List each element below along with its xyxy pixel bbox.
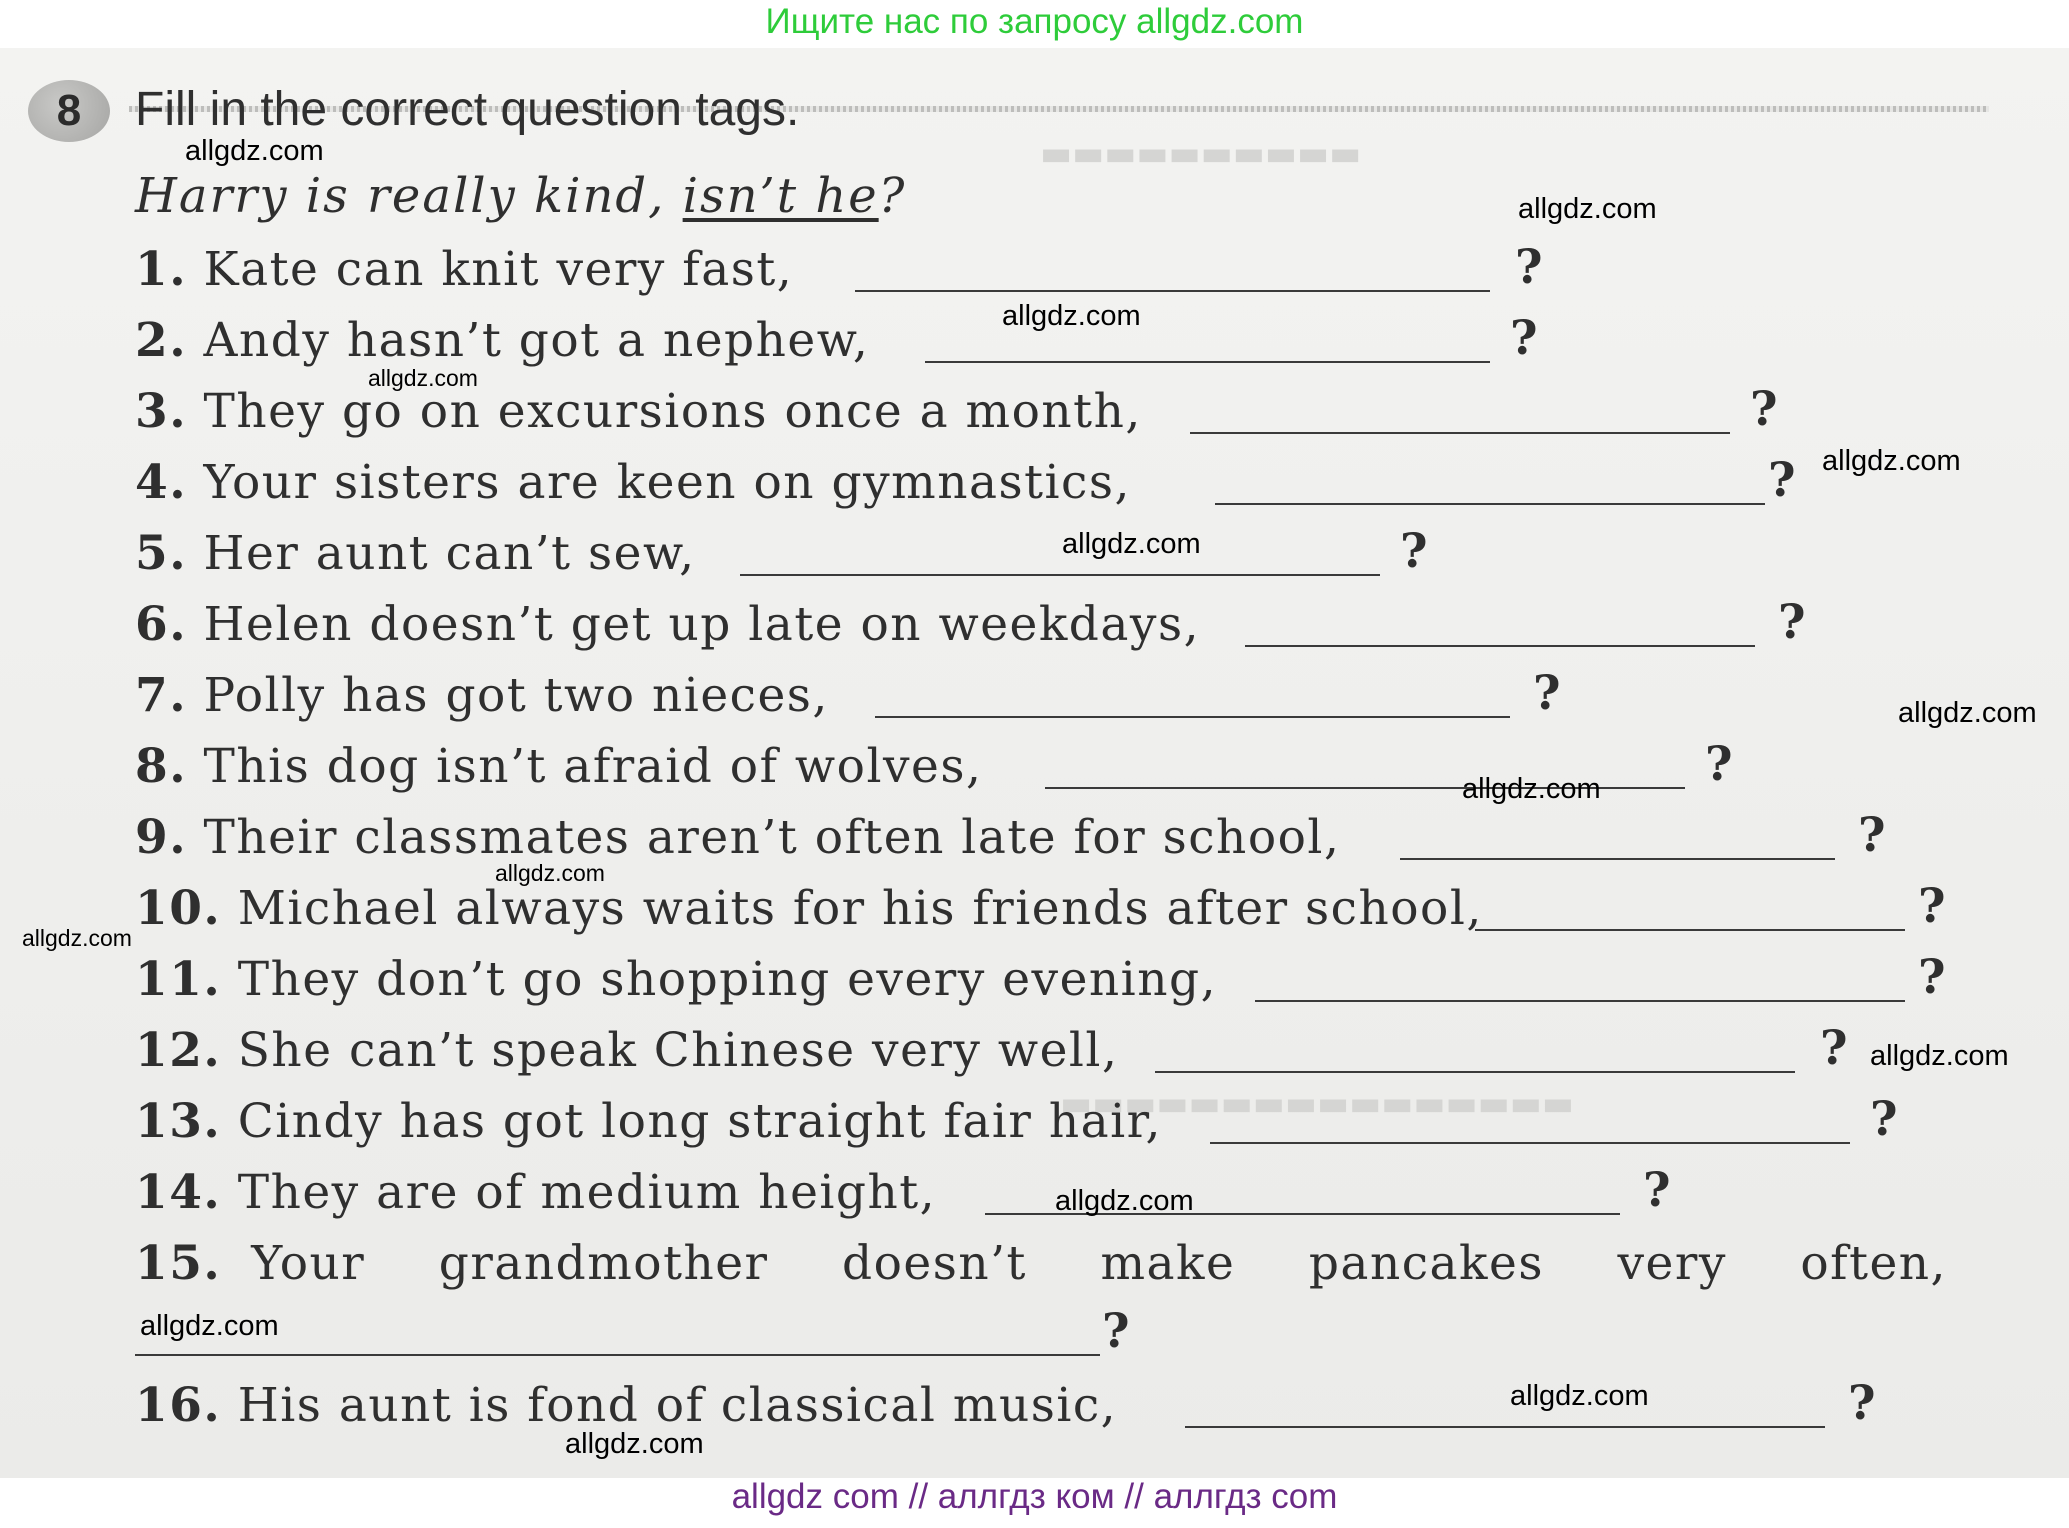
answer-blank-9[interactable] [1400, 858, 1835, 860]
item-number: 8. [135, 739, 188, 794]
item-text: Helen doesn’t get up late on weekdays, [203, 597, 1201, 652]
answer-blank-6[interactable] [1245, 645, 1755, 647]
watermark: allgdz.com [495, 860, 605, 886]
item-number: 3. [135, 384, 188, 439]
exercise-item-2 [135, 313, 869, 368]
answer-blank-1[interactable] [855, 290, 1490, 292]
watermark: allgdz.com [185, 135, 324, 167]
bottom-banner: allgdz com // аллгдз ком // аллгдз com [731, 1477, 1338, 1516]
question-mark: ? [1705, 737, 1733, 792]
item-text: She can’t speak Chinese very well, [237, 1023, 1119, 1078]
item-number: 15. [135, 1236, 222, 1291]
exercise-item-6 [135, 597, 1200, 652]
watermark: allgdz.com [1002, 300, 1141, 332]
item-text: They go on excursions once a month, [203, 384, 1142, 439]
answer-blank-13[interactable] [1210, 1142, 1850, 1144]
exercise-item-5 [135, 526, 696, 581]
exercise-item-3 [135, 384, 1142, 439]
question-mark: ? [1778, 595, 1806, 650]
answer-blank-12[interactable] [1155, 1071, 1795, 1073]
question-mark: ? [1533, 666, 1561, 721]
question-mark: ? [1870, 1092, 1898, 1147]
answer-blank-3[interactable] [1190, 432, 1730, 434]
item-text: His aunt is fond of classical music, [237, 1378, 1118, 1433]
item-number: 9. [135, 810, 188, 865]
watermark: allgdz.com [368, 365, 478, 391]
question-mark: ? [1643, 1163, 1671, 1218]
show-through-decoration: ▬▬▬▬▬▬▬▬▬▬ [1040, 138, 1362, 178]
answer-blank-11[interactable] [1255, 1000, 1905, 1002]
example-question-tag: isn’t he [682, 168, 879, 224]
item-text: Kate can knit very fast, [203, 242, 794, 297]
item-number: 12. [135, 1023, 222, 1078]
item-text: Your sisters are keen on gymnastics, [203, 455, 1131, 510]
example-question-mark: ? [878, 168, 907, 224]
watermark: allgdz.com [1055, 1185, 1194, 1217]
item-number: 13. [135, 1094, 222, 1149]
item-number: 2. [135, 313, 188, 368]
answer-blank-2[interactable] [925, 361, 1490, 363]
item-text: This dog isn’t afraid of wolves, [203, 739, 983, 794]
watermark: allgdz.com [22, 925, 132, 951]
question-mark: ? [1918, 879, 1946, 934]
exercise-item-16 [135, 1378, 1117, 1433]
exercise-item-13 [135, 1094, 1162, 1149]
exercise-item-1 [135, 242, 793, 297]
item-number: 7. [135, 668, 188, 723]
item-text: They don’t go shopping every evening, [237, 952, 1218, 1007]
item-text: Polly has got two nieces, [203, 668, 829, 723]
watermark: allgdz.com [140, 1310, 279, 1342]
item-number: 10. [135, 881, 222, 936]
answer-blank-16[interactable] [1185, 1426, 1825, 1428]
exercise-item-8 [135, 739, 982, 794]
item-text: Michael always waits for his friends after school, [237, 881, 1483, 936]
question-mark: ? [1510, 311, 1538, 366]
exercise-item-11 [135, 952, 1217, 1007]
item-number: 14. [135, 1165, 222, 1220]
question-mark: ? [1400, 524, 1428, 579]
top-banner: Ищите нас по запросу allgdz.com [765, 2, 1304, 41]
item-text: Andy hasn’t got a nephew, [203, 313, 870, 368]
exercise-number-badge: 8 [28, 80, 110, 142]
question-mark: ? [1858, 808, 1886, 863]
exercise-item-9 [135, 810, 1340, 865]
question-mark: ? [1848, 1376, 1876, 1431]
question-mark: ? [1102, 1304, 1130, 1359]
watermark: allgdz.com [1462, 773, 1601, 805]
item-text: Your grandmother doesn’t make pancakes very often, [251, 1236, 1947, 1291]
answer-blank-7[interactable] [875, 716, 1510, 718]
answer-blank-10[interactable] [1475, 929, 1905, 931]
question-mark: ? [1515, 240, 1543, 295]
watermark: allgdz.com [1870, 1040, 2009, 1072]
question-mark: ? [1918, 950, 1946, 1005]
item-text: They are of medium height, [237, 1165, 937, 1220]
item-number: 5. [135, 526, 188, 581]
item-number: 16. [135, 1378, 222, 1433]
answer-blank-15[interactable] [135, 1354, 1100, 1356]
watermark: allgdz.com [1518, 193, 1657, 225]
item-number: 6. [135, 597, 188, 652]
exercise-item-12 [135, 1023, 1118, 1078]
show-through-decoration: ▬▬▬▬▬▬▬▬▬▬▬▬▬▬▬▬ [1060, 1088, 1574, 1128]
item-number: 11. [135, 952, 222, 1007]
item-text: Her aunt can’t sew, [203, 526, 696, 581]
exercise-item-10 [135, 881, 1483, 936]
exercise-item-14 [135, 1165, 936, 1220]
watermark: allgdz.com [1510, 1380, 1649, 1412]
watermark: allgdz.com [1898, 697, 2037, 729]
item-number: 4. [135, 455, 188, 510]
example-sentence-text: Harry is really kind, [135, 168, 683, 224]
example-sentence [135, 168, 906, 224]
question-mark: ? [1750, 382, 1778, 437]
answer-blank-4[interactable] [1215, 503, 1765, 505]
item-text: Their classmates aren’t often late for school, [203, 810, 1341, 865]
question-mark: ? [1820, 1021, 1848, 1076]
watermark: allgdz.com [565, 1428, 704, 1460]
exercise-item-15 [135, 1236, 1947, 1291]
exercise-item-4 [135, 455, 1131, 510]
item-text: Cindy has got long straight fair hair, [237, 1094, 1162, 1149]
watermark: allgdz.com [1822, 445, 1961, 477]
exercise-item-7 [135, 668, 829, 723]
watermark: allgdz.com [1062, 528, 1201, 560]
question-mark: ? [1768, 453, 1796, 508]
exercise-instruction: Fill in the correct question tags. [135, 83, 800, 136]
item-number: 1. [135, 242, 188, 297]
answer-blank-5[interactable] [740, 574, 1380, 576]
